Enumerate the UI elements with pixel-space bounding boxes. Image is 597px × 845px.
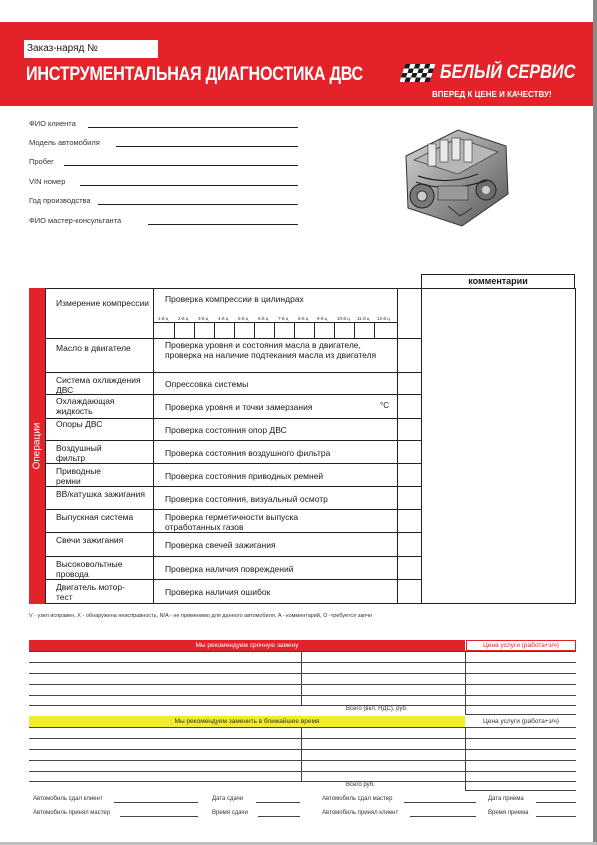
cylinder-label: 6-й ц <box>258 316 269 321</box>
production-year-label: Год производства <box>29 196 91 205</box>
date-handed-label: Дата сдачи <box>212 796 244 802</box>
client-name-field[interactable] <box>88 127 298 128</box>
car-handed-by-client-field[interactable] <box>114 802 198 803</box>
date-received-field[interactable] <box>536 802 576 803</box>
operations-side-label: Операции <box>31 422 43 470</box>
car-handed-by-master-label: Автомобиль сдал мастер <box>322 796 393 802</box>
master-consultant-field[interactable] <box>148 224 298 225</box>
cylinder-label: 7-й ц <box>278 316 289 321</box>
car-received-by-client-label: Автомобиль принял клиент <box>322 810 399 816</box>
operation-name: ВВ/катушка зажигания <box>56 489 145 499</box>
operation-check: Проверка состояния приводных ремней <box>165 471 324 481</box>
page-title: ИНСТРУМЕНТАЛЬНАЯ ДИАГНОСТИКА ДВС <box>26 64 363 85</box>
car-received-by-master-label: Автомобиль принял мастер <box>33 810 111 816</box>
operation-name: Приводные ремни <box>56 466 102 486</box>
operation-check: Проверка наличия ошибок <box>165 587 271 597</box>
car-model-field[interactable] <box>116 146 298 147</box>
cylinder-label: 1-й ц <box>158 316 169 321</box>
order-number-label: Заказ-наряд № <box>27 43 98 54</box>
operation-check: Проверка уровня и состояния масла в двигателе, проверка на наличие подтекания масла из двигателя <box>165 340 377 360</box>
cylinder-label: 2-й ц <box>178 316 189 321</box>
operation-name: Опоры ДВС <box>56 419 103 429</box>
cylinder-label: 11-й ц <box>357 316 370 321</box>
operation-name: Измерение компрессии <box>56 298 150 308</box>
brand-slogan: ВПЕРЕД К ЦЕНЕ И КАЧЕСТВУ! <box>432 90 552 99</box>
time-handed-label: Время сдачи <box>212 810 248 816</box>
cylinder-label: 5-й ц <box>238 316 249 321</box>
order-number-field[interactable] <box>24 40 158 58</box>
cylinder-label: 10-й ц <box>337 316 350 321</box>
vin-field[interactable] <box>80 185 298 186</box>
mileage-label: Пробег <box>29 157 54 166</box>
operation-name: Двигатель мотор-тест <box>56 582 125 602</box>
soon-replacement-header: Мы рекомендуем заменить в ближайшее время <box>29 716 465 727</box>
operations-table <box>45 288 576 604</box>
urgent-price-header: Цена услуги (работа+з/ч) <box>466 640 576 651</box>
operation-check: Проверка состояния, визуальный осмотр <box>165 494 328 504</box>
client-name-label: ФИО клиента <box>29 119 76 128</box>
page-edge-shadow <box>593 0 597 845</box>
urgent-replacement-header: Мы рекомендуем срочную замену <box>29 640 465 651</box>
production-year-field[interactable] <box>98 204 298 205</box>
time-received-field[interactable] <box>536 816 576 817</box>
cylinder-label: 4-й ц <box>218 316 229 321</box>
operation-check: Проверка наличия повреждений <box>165 564 294 574</box>
car-handed-by-client-label: Автомобиль сдал клиент <box>33 796 103 802</box>
mileage-field[interactable] <box>64 165 298 166</box>
time-received-label: Время приема <box>488 810 529 816</box>
operation-check: Проверка свечей зажигания <box>165 540 276 550</box>
operation-check: Проверка компрессии в цилиндрах <box>165 294 304 304</box>
operation-check: Проверка состояния опор ДВС <box>165 425 287 435</box>
operation-check: Проверка герметичности выпуска отработанных газов <box>165 512 299 532</box>
cylinder-label: 8-й ц <box>298 316 309 321</box>
operation-name: Воздушный фильтр <box>56 443 102 463</box>
operation-check: Проверка уровня и точки замерзания <box>165 402 313 412</box>
checkered-flag-logo-icon <box>400 62 438 86</box>
brand-name: БЕЛЫЙ СЕРВИС <box>440 62 576 83</box>
operation-name: Выпускная система <box>56 512 134 522</box>
operation-check: Проверка состояния воздушного фильтра <box>165 448 331 458</box>
comments-header: комментарии <box>421 274 575 288</box>
engine-picture <box>388 116 518 234</box>
soon-price-header: Цена услуги (работа+з/ч) <box>483 718 559 725</box>
master-consultant-label: ФИО мастер-консультанта <box>29 216 122 225</box>
celsius-unit: °С <box>380 401 389 410</box>
cylinder-label: 12-й ц <box>377 316 390 321</box>
operation-name: Свечи зажигания <box>56 535 124 545</box>
legend-note: V - узел исправен, X - обнаружена неисправность, N/A - не применимо для данного автомобиля, A - комментарий, O -требуется запчн <box>29 613 373 619</box>
date-handed-field[interactable] <box>256 802 300 803</box>
car-model-label: Модель автомобиля <box>29 138 100 147</box>
cylinder-label: 3-й ц <box>198 316 209 321</box>
time-handed-field[interactable] <box>258 816 300 817</box>
car-received-by-client-field[interactable] <box>410 816 476 817</box>
urgent-total-label: Всего (вкл. НДС), руб. <box>346 706 408 712</box>
car-handed-by-master-field[interactable] <box>404 802 476 803</box>
operation-name: Масло в двигателе <box>56 343 131 353</box>
date-received-label: Дата приема <box>488 796 524 802</box>
operation-name: Система охлаждения ДВС <box>56 375 141 395</box>
operation-name: Охлаждающая жидкость <box>56 396 115 416</box>
operation-name: Высоковольтные провода <box>56 559 123 579</box>
car-received-by-master-field[interactable] <box>120 816 198 817</box>
operation-check: Опрессовка системы <box>165 379 249 389</box>
vin-label: VIN номер <box>29 177 66 186</box>
soon-total-label: Всего руб. <box>346 782 375 788</box>
cylinder-label: 9-й ц <box>317 316 328 321</box>
